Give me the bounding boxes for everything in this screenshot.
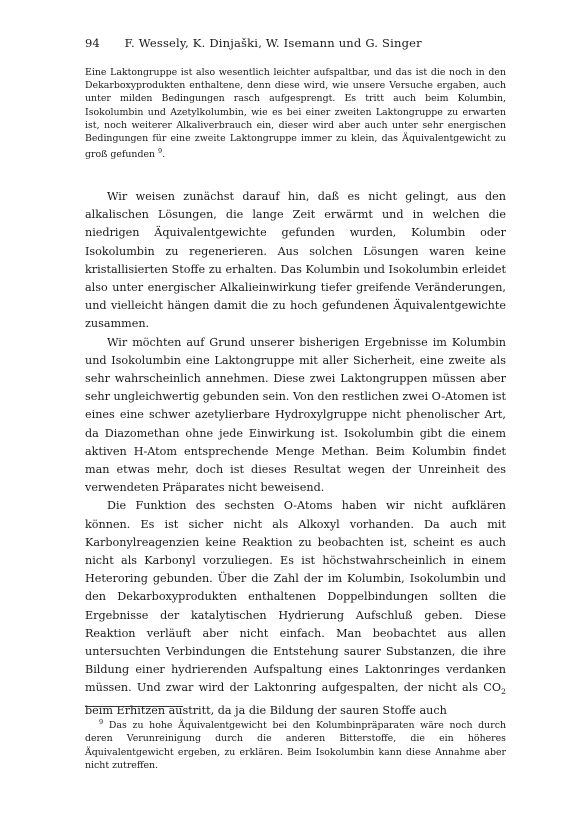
running-header xyxy=(85,36,505,50)
paragraph-1: Wir weisen zunächst darauf hin, daß es nicht gelingt, aus den alkalischen Lösungen, die lange Zeit erwärmt und in welchen die niedrigen Äquivalentgewichte gefunden wurden, Kolumbin oder Isokolumbin zu regenerieren. Aus solchen Lösungen waren keine kristallisierten Stoffe zu erhalten. Das Kolumbin und Isokolumbin erleidet also unter energischer Alkalieinwirkung tiefer greifende Veränderungen, und vielleicht hängen damit die zu hoch gefundenen Äquivalentgewichte zusammen. xyxy=(85,190,506,331)
page-number: 94 xyxy=(85,36,100,50)
footnote-divider xyxy=(85,706,183,707)
paragraph-3-text: Die Funktion des sechsten O-Atoms haben wir nicht aufklären können. Es ist sicher nicht als Alkoxyl vorhanden. Da auch mit Karbonylreagenzien keine Reaktion zu beobachten ist, scheint es auch nicht als Karbonyl vorzuliegen. Es ist höchstwahrscheinlich in einem Heteroring gebunden. Über die Zahl der im Kolumbin, Isokolumbin und den Dekarboxyprodukten enthaltenen Doppelbindungen sollten die Ergebnisse der katalytischen Hydrierung Aufschluß geben. Diese Reaktion verläuft aber nicht einfach. Man beobachtet aus allen untersuchten Verbindungen die Entstehung saurer Substanzen, die ihre Bildung einer hydrierenden Aufspaltung eines Laktonringes verdanken müssen. Und zwar wird der Laktonring aufgespalten, der nicht als xyxy=(85,499,506,695)
footnote-mark: 9 xyxy=(99,718,104,726)
paragraph-3 xyxy=(85,497,506,720)
main-text xyxy=(85,188,506,720)
intro-paragraph: Eine Laktongruppe ist also wesentlich leichter aufspaltbar, und das ist die noch in den Dekarboxyprodukten enthaltene, denn diese wird, wie unsere Versuche ergaben, auch unter milden Bedingungen rasch aufgesprengt. Es tritt auch beim Kolumbin, Isokolumbin und Azetylkolumbin, wie es bei einer zweiten Laktongruppe zu erwarten ist, noch weiterer Alkaliverbrauch ein, dieser wird aber auch unter sehr energischen Bedingungen für eine zweite Laktongruppe immer zu klein, das Äquivalentgewicht zu groß gefunden $^9$. xyxy=(85,67,506,161)
footnote xyxy=(85,716,506,772)
co2-formula: $CO_2$ xyxy=(483,681,506,697)
paragraph-2: Wir möchten auf Grund unserer bisherigen Ergebnisse im Kolumbin und Isokolumbin eine Laktongruppe mit aller Sicherheit, eine zweite als sehr wahrscheinlich annehmen. Diese zwei Laktongruppen müssen aber sehr ungleichwertig gebunden sein. Von den restlichen zwei O-Atomen ist eines eine schwer azetylierbare Hydroxylgruppe nicht phenolischer Art, da Diazomethan ohne jede Einwirkung ist. Isokolumbin gibt die einem aktiven H-Atom entsprechende Menge Methan. Beim Kolumbin findet man etwas mehr, doch ist dieses Resultat wegen der Unreinheit des verwendeten Präparates nicht beweisend. xyxy=(85,335,506,495)
paragraph-3-tail: beim Erhitzen austritt, da ja die Bildung der sauren Stoffe auch xyxy=(85,703,447,717)
footnote-text: Das zu hohe Äquivalentgewicht bei den Kolumbinpräparaten wäre noch durch deren Verunreinigung durch die anderen Bitterstoffe, die ein höheres Äquivalentgewicht ergeben, zu erklären. Beim Isokolumbin kann diese Annahme aber nicht zutreffen. xyxy=(85,720,506,771)
intro-text: Eine Laktongruppe ist also wesentlich leichter aufspaltbar, und das ist die noch in den Dekarboxyprodukten enthaltene, denn diese wird, wie unsere Versuche ergaben, auch unter milden Bedingungen rasch aufgesprengt. Es tritt auch beim Kolumbin, Isokolumbin und Azetylkolumbin, wie es bei einer zweiten Laktongruppe zu erwarten ist, noch weiterer Alkaliverbrauch ein, dieser wird aber auch unter sehr energischen Bedingungen für eine zweite Laktongruppe immer zu klein, das Äquivalentgewicht zu groß gefunden xyxy=(85,67,506,161)
footnote-reference: 9 xyxy=(158,147,163,156)
header-authors: F. Wessely, K. Dinjaški, W. Isemann und G. Singer xyxy=(124,36,422,50)
